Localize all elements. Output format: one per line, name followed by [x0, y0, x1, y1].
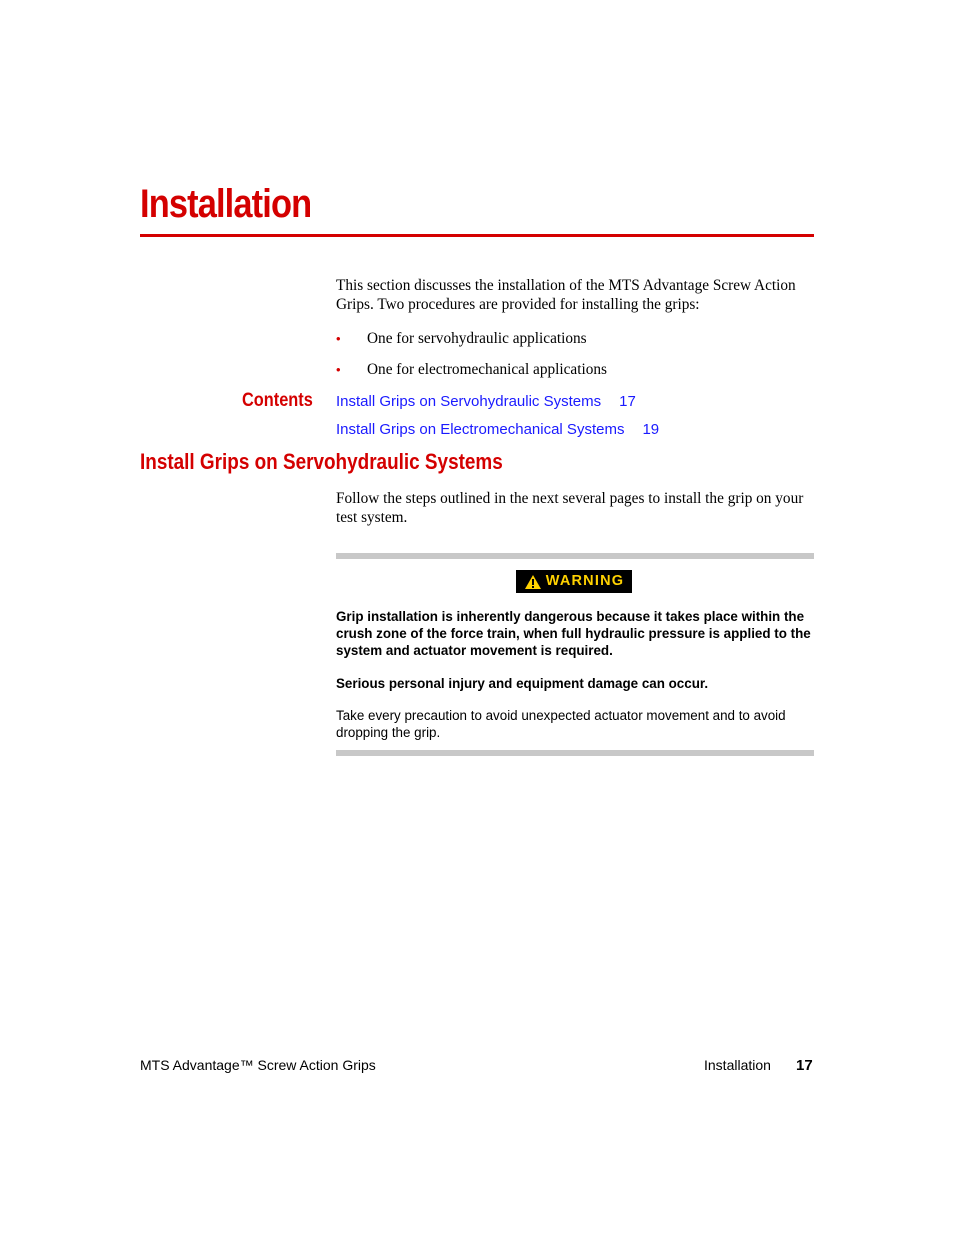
bullet-text: One for servohydraulic applications: [367, 330, 587, 347]
bullet-text: One for electromechanical applications: [367, 361, 607, 378]
page-title: Installation: [140, 182, 312, 226]
toc-link-electromechanical[interactable]: [336, 420, 659, 439]
bullet-item: [336, 329, 816, 348]
footer-product: MTS Advantage™ Screw Action Grips: [140, 1057, 376, 1073]
toc-link-text: Install Grips on Servohydraulic Systems: [336, 393, 602, 410]
bullet-dot-icon: •: [336, 331, 341, 346]
warning-instruction: Take every precaution to avoid unexpected actuator movement and to avoid dropping the grip.: [336, 708, 786, 740]
toc-link-page: 19: [642, 421, 660, 438]
title-rule: [140, 234, 814, 237]
warning-label: WARNING: [545, 573, 625, 589]
toc-link-text: Install Grips on Electromechanical Systems: [336, 421, 625, 438]
bullet-dot-icon: •: [336, 362, 341, 377]
warning-triangle-icon: [524, 574, 542, 590]
toc-link-page: 17: [619, 393, 636, 410]
contents-label: Contents: [242, 390, 313, 411]
warning-consequence: Serious personal injury and equipment damage can occur.: [336, 676, 709, 691]
toc-link-servohydraulic[interactable]: [336, 392, 636, 411]
section-heading: Install Grips on Servohydraulic Systems: [140, 449, 503, 474]
footer-chapter: Installation: [704, 1057, 771, 1073]
footer-page-number: 17: [796, 1057, 813, 1074]
section-paragraph: Follow the steps outlined in the next several pages to install the grip on your test system.: [336, 490, 804, 526]
warning-bottom-rule: [336, 750, 814, 756]
warning-top-rule: [336, 553, 814, 559]
intro-paragraph: This section discusses the installation of the MTS Advantage Screw Action Grips. Two procedures are provided for installing the grips:: [336, 277, 796, 313]
warning-badge: [516, 570, 632, 593]
warning-bold-text: Grip installation is inherently dangerous because it takes place within the crush zone of the force train, when full hydraulic pressure is applied to the system and actuator movement is required.: [336, 609, 811, 658]
bullet-item: [336, 360, 816, 379]
